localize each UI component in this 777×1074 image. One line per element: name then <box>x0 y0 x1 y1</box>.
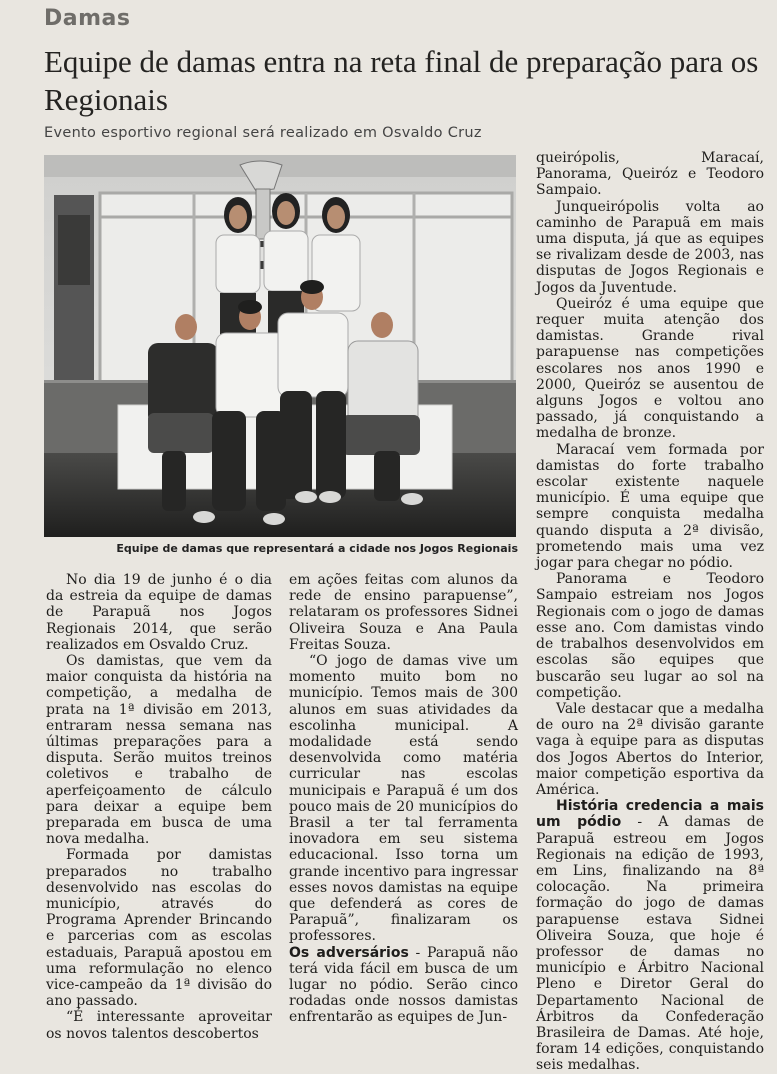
paragraph: em ações feitas com alunos da rede de ensino parapuense”, relataram os professores Sidnei Oliveira Souza e Ana Paula Freitas Souza. <box>289 572 518 653</box>
paragraph: No dia 19 de junho é o dia da estreia da equipe de damas de Parapuã nos Jogos Regionais 2014, que serão realizados em Osvaldo Cruz. <box>46 572 272 653</box>
paragraph: Os damistas, que vem da maior conquista da história na competição, a medalha de prata na 1ª divisão em 2013, entraram nessa semana nas últimas preparações para a disputa. Serão muitos treinos coletivos e trabalho de aperfeiçoamento de cálculo para deixar a equipe bem preparada em busca de uma nova medalha. <box>46 653 272 848</box>
paragraph: Panorama e Teodoro Sampaio estreiam nos Jogos Regionais com o jogo de damas esse ano. Com damistas vindo de trabalhos desenvolvidos em escolas são equipes que buscarão seu lugar ao sol na competição. <box>536 571 764 701</box>
subheading-adversarios: Os adversários <box>289 944 409 961</box>
photo-caption: Equipe de damas que representará a cidade nos Jogos Regionais <box>116 542 518 555</box>
paragraph: queirópolis, Maracaí, Panorama, Queiróz e Teodoro Sampaio. <box>536 150 764 199</box>
column-2 <box>289 572 518 1026</box>
paragraph <box>289 945 518 1026</box>
section-label: Damas <box>44 6 131 31</box>
paragraph: “O jogo de damas vive um momento muito bom no município. Temos mais de 300 alunos em suas atividades da escolinha municipal. A modalidade está sendo desenvolvida como matéria curricular nas escolas municipais e Parapuã é um dos pouco mais de 20 municípios do Brasil a ter tal ferramenta inovadora em seu sistema educacional. Isso torna um grande incentivo para ingressar esses novos damistas na equipe que defenderá as cores de Parapuã”, finalizaram os professores. <box>289 653 518 945</box>
headline: Equipe de damas entra na reta final de preparação para os Regionais <box>44 44 759 117</box>
paragraph <box>536 798 764 1073</box>
paragraph-text: - A damas de Parapuã estreou em Jogos Regionais na edição de 1993, em Lins, finalizando na 8ª colocação. Na primeira formação do jogo de damas parapuense estava Sidnei Oliveira Souza, que hoje é professor de damas no município e Árbitro Nacional Pleno e Diretor Geral do Departamento Nacional de Árbitros da Confederação Brasileira de Damas. Até hoje, foram 14 edições, conquistando seis medalhas. <box>536 814 764 1074</box>
column-1 <box>46 572 272 1042</box>
paragraph: Junqueirópolis volta ao caminho de Parapuã em mais uma disputa, já que as equipes se rivalizam desde de 2003, nas disputas de Jogos Regionais e Jogos da Juventude. <box>536 198 764 296</box>
subheading-historia: História credencia a mais um pódio <box>536 798 764 831</box>
subheadline: Evento esportivo regional será realizado em Osvaldo Cruz <box>44 125 482 141</box>
paragraph: Formada por damistas preparados no trabalho desenvolvido nas escolas do município, através do Programa Aprender Brincando e parcerias com as escolas estaduais, Parapuã apostou em uma reformulação no elenco vice-campeão da 1ª divisão do ano passado. <box>46 847 272 1010</box>
paragraph: Maracaí vem formada por damistas do forte trabalho escolar existente naquele município. É uma equipe que sempre conquista medalha quando disputa a 2ª divisão, prometendo mais uma vez jogar para chegar no pódio. <box>536 441 764 572</box>
paragraph: Vale destacar que a medalha de ouro na 2ª divisão garante vaga à equipe para as disputas dos Jogos Abertos do Interior, maior competição esportiva da América. <box>536 700 764 798</box>
team-photo <box>44 155 516 537</box>
paragraph-text: - Parapuã não terá vida fácil em busca de um lugar no pódio. Serão cinco rodadas onde nossos damistas enfrentarão as equipes de Jun- <box>289 944 518 1026</box>
paragraph: “É interessante aproveitar os novos talentos descobertos <box>46 1009 272 1042</box>
paragraph: Queiróz é uma equipe que requer muita atenção dos damistas. Grande rival parapuense nas competições escolares nos anos 1990 e 2000, Queiróz se ausentou de alguns Jogos e voltou ano passado, já conquistando a medalha de bronze. <box>536 295 764 442</box>
column-3 <box>536 150 764 1074</box>
